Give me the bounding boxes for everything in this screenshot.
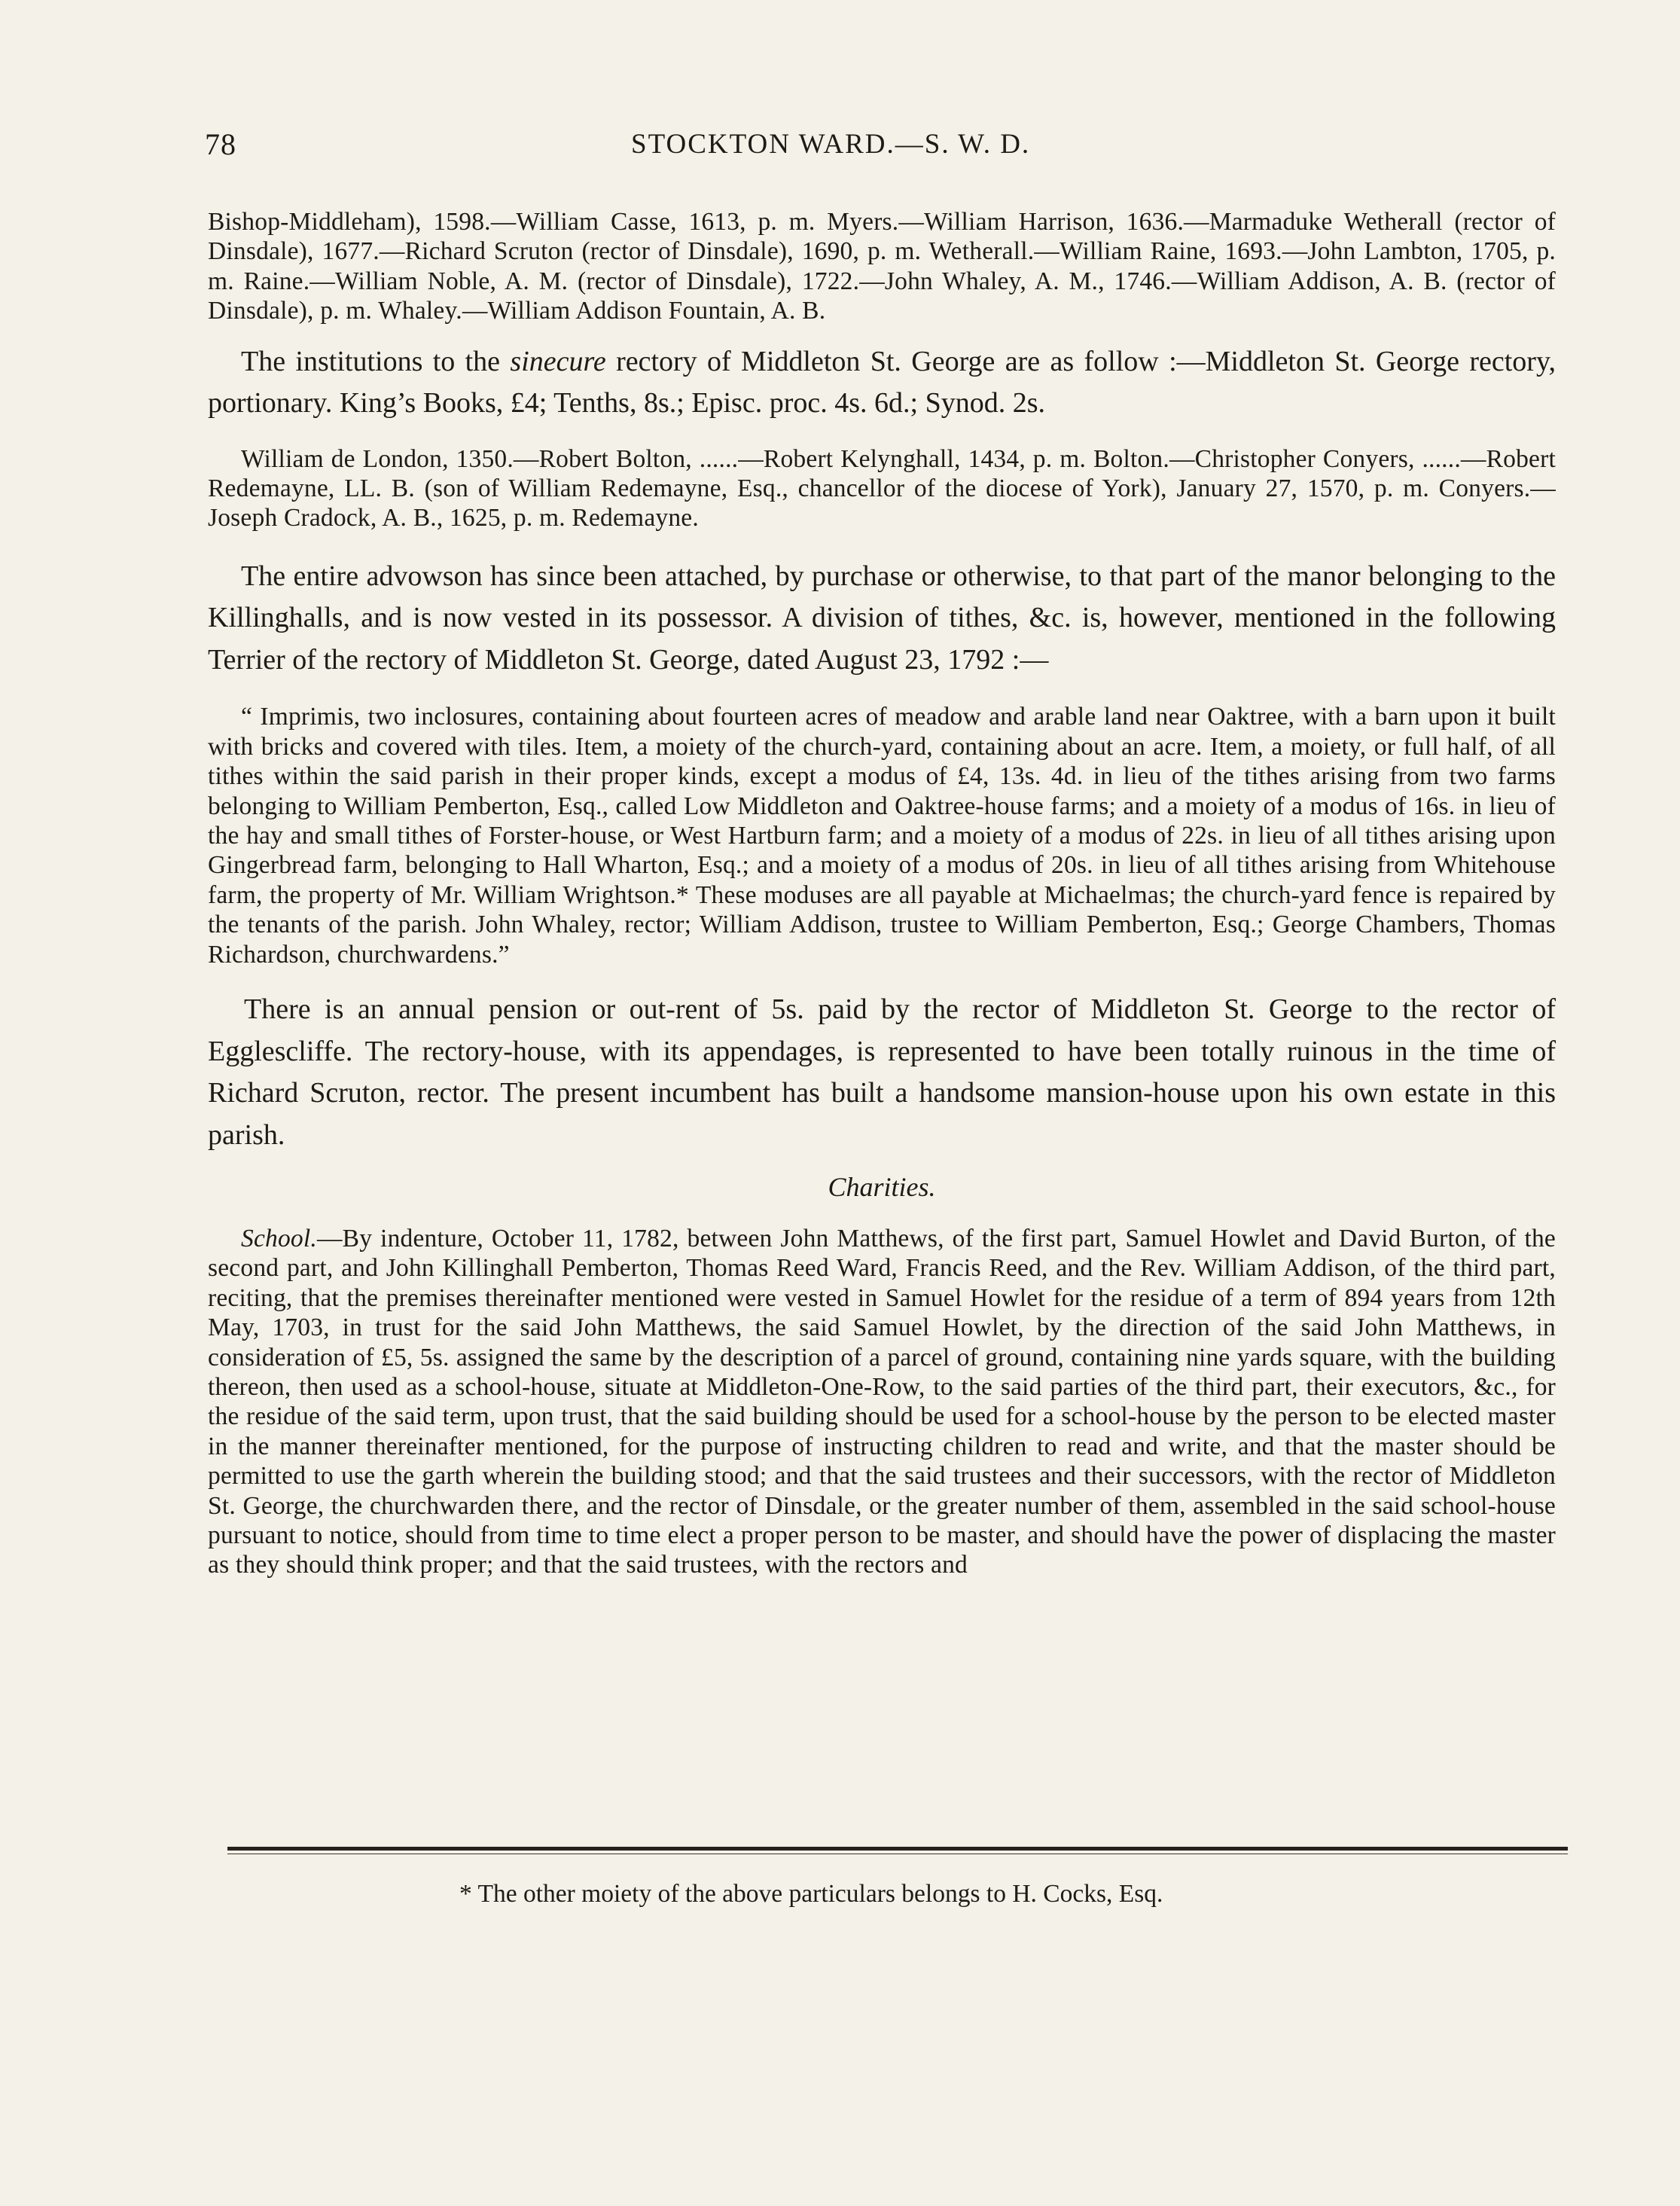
sinecure-paragraph bbox=[208, 341, 1556, 425]
sinecure-text-before: The institutions to the bbox=[241, 345, 511, 377]
advowson-paragraph: The entire advowson has since been attached, by purchase or otherwise, to that part of the manor belonging to the Killinghalls, and is now vested in its possessor. A division of tithes, &c. is, however, mentioned in the following Terrier of the rectory of Middleton St. George, dated August 23, 1792 :— bbox=[208, 560, 1556, 676]
sinecure-text-after: rectory of Middleton St. George are as follow :—Middleton St. George rectory, portionary. King’s Books, £4; Tenths, 8s.; Episc. proc. 4s. 6d.; Synod. 2s. bbox=[208, 345, 1556, 420]
charities-heading: Charities. bbox=[828, 1172, 936, 1202]
pension-paragraph: There is an annual pension or out-rent of 5s. paid by the rector of Middleton St. George to the rector of Egglescliffe. The rectory-house, with its appendages, is represented to have been totally ruinous in the time of Richard Scruton, rector. The present incumbent has built a handsome mansion-house upon his own estate in this parish. bbox=[208, 993, 1556, 1151]
terrier-quote-paragraph: “ Imprimis, two inclosures, containing about fourteen acres of meadow and arable land near Oaktree, with a barn upon it built with bricks and covered with tiles. Item, a moiety of the church-yard, containing about an acre. Item, a moiety, or full half, of all tithes within the said parish in their proper kinds, except a modus of £4, 13s. 4d. in lieu of the tithes arising from two farms belonging to William Pemberton, Esq., called Low Middleton and Oaktree-house farms; and a moiety of a modus of 16s. in lieu of the hay and small tithes of Forster-house, or West Hartburn farm; and a moiety of a modus of 22s. in lieu of all tithes arising upon Gingerbread farm, belonging to Hall Wharton, Esq.; and a moiety of a modus of 20s. in lieu of all tithes arising from Whitehouse farm, the property of Mr. William Wrightson.* These moduses are all payable at Michaelmas; the church-yard fence is repaired by the tenants of the parish. John Whaley, rector; William Addison, trustee to William Pemberton, Esq.; George Chambers, Thomas Richardson, churchwardens.” bbox=[208, 703, 1556, 969]
school-italic-label: School. bbox=[241, 1225, 317, 1253]
sinecure-italic: sinecure bbox=[510, 345, 606, 377]
running-title: STOCKTON WARD.—S. W. D. bbox=[631, 129, 1031, 160]
incumbents-list-paragraph: Bishop-Middleham), 1598.—William Casse, 1613, p. m. Myers.—William Harrison, 1636.—Marmaduke Wetherall (rector of Dinsdale), 1677.—Richard Scruton (rector of Dinsdale), 1690, p. m. Wetherall.—William Raine, 1693.—John Lambton, 1705, p. m. Raine.—William Noble, A. M. (rector of Dinsdale), 1722.—John Whaley, A. M., 1746.—William Addison, A. B. (rector of Dinsdale), p. m. Whaley.—William Addison Fountain, A. B. bbox=[208, 208, 1556, 325]
page-number: 78 bbox=[205, 127, 236, 161]
footnote-rule bbox=[227, 1847, 1568, 1851]
school-text: —By indenture, October 11, 1782, between John Matthews, of the first part, Samuel Howlet and David Burton, of the second part, and John Killinghall Pemberton, Thomas Reed Ward, Francis Reed, and the Rev. William Addison, of the third part, reciting, that the premises thereinafter mentioned were vested in Samuel Howlet for the residue of a term of 894 years from 12th May, 1703, in trust for the said John Matthews, the said Samuel Howlet, by the direction of the said John Matthews, in consideration of £5, 5s. assigned the same by the description of a parcel of ground, containing nine yards square, with the building thereon, then used as a school-house, situate at Middleton-One-Row, to the said parties of the third part, their executors, &c., for the residue of the said term, upon trust, that the said building should be used for a school-house by the person to be elected master in the manner thereinafter mentioned, for the purpose of instructing children to read and write, and that the master should be permitted to use the garth wherein the building stood; and that the said trustees and their successors, with the rector of Middleton St. George, the churchwarden there, and the rector of Dinsdale, or the greater number of them, assembled in the said school-house pursuant to notice, should from time to time elect a proper person to be master, and should have the power of displacing the master as they should think proper; and that the said trustees, with the rectors and bbox=[208, 1225, 1556, 1579]
page-body bbox=[208, 207, 1556, 1580]
page-header bbox=[205, 127, 1560, 172]
footnote: * The other moiety of the above particulars belongs to H. Cocks, Esq. bbox=[459, 1880, 1163, 1908]
sinecure-rectors-paragraph: William de London, 1350.—Robert Bolton, ......—Robert Kelynghall, 1434, p. m. Bolton.—Christopher Conyers, ......—Robert Redemayne, LL. B. (son of William Redemayne, Esq., chancellor of the diocese of York), January 27, 1570, p. m. Conyers.—Joseph Cradock, A. B., 1625, p. m. Redemayne. bbox=[208, 444, 1556, 532]
school-paragraph bbox=[208, 1224, 1556, 1580]
